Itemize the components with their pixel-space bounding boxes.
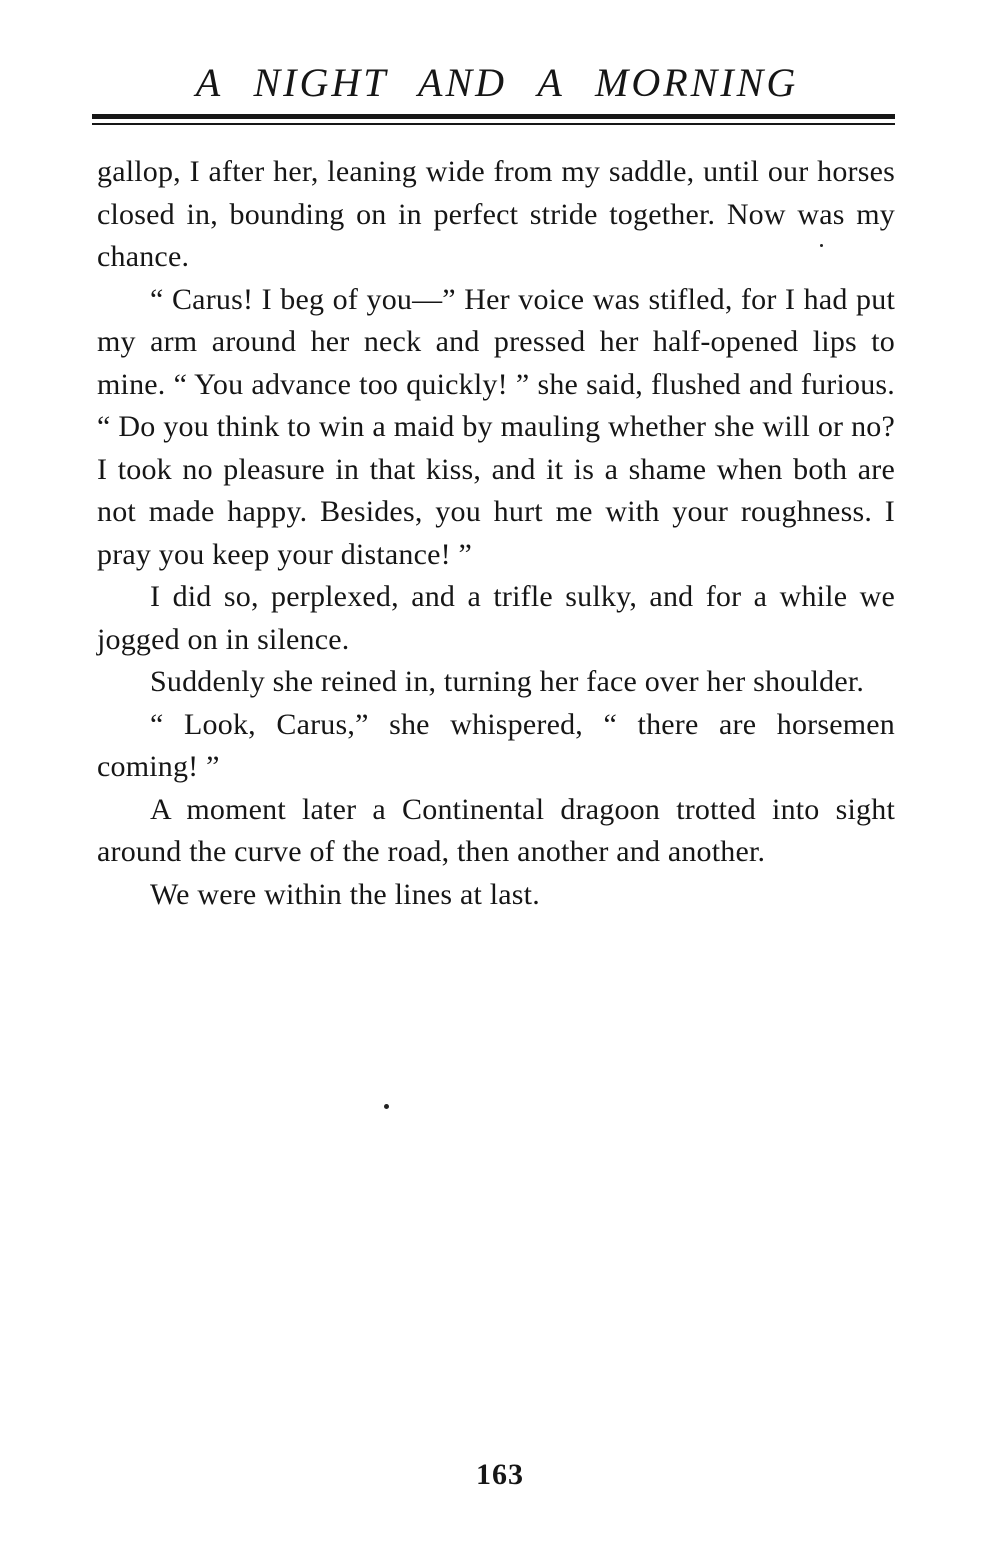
paragraph-3: I did so, perplexed, and a trifle sulky, and for a while we jogged on in silence. [97, 580, 895, 656]
page-number-text: 163 [476, 1458, 524, 1491]
running-title: A NIGHT AND A MORNING [195, 60, 799, 105]
header-rule-thin [92, 123, 895, 125]
page-number [0, 1458, 1000, 1492]
paragraph-1: gallop, I after her, leaning wide from my saddle, until our horses closed in, bounding on in perfect stride together. Now was my chance. [97, 155, 895, 273]
stray-ink-dot [384, 1104, 389, 1109]
paragraph-5: “ Look, Carus,” she whispered, “ there are horsemen coming! ” [97, 707, 895, 783]
paragraph-4: Suddenly she reined in, turning her face over her shoulder. [150, 665, 865, 698]
header-rule-thick [92, 114, 895, 119]
stray-ink-dot-small [820, 244, 823, 247]
paragraph-6: A moment later a Continental dragoon trotted into sight around the curve of the road, then another and another. [97, 792, 895, 868]
paragraph-2: “ Carus! I beg of you—” Her voice was stifled, for I had put my arm around her neck and pressed her half-opened lips to mine. “ You advance too quickly! ” she said, flushed and furious. “ Do you think to win a maid by mauling whether she will or no? I took no pleasure in that kiss, and it is a shame when both are not made happy. Besides, you hurt me with your roughness. I pray you keep your distance! ” [97, 282, 895, 571]
body-text [97, 151, 895, 916]
paragraph-7: We were within the lines at last. [150, 877, 540, 911]
